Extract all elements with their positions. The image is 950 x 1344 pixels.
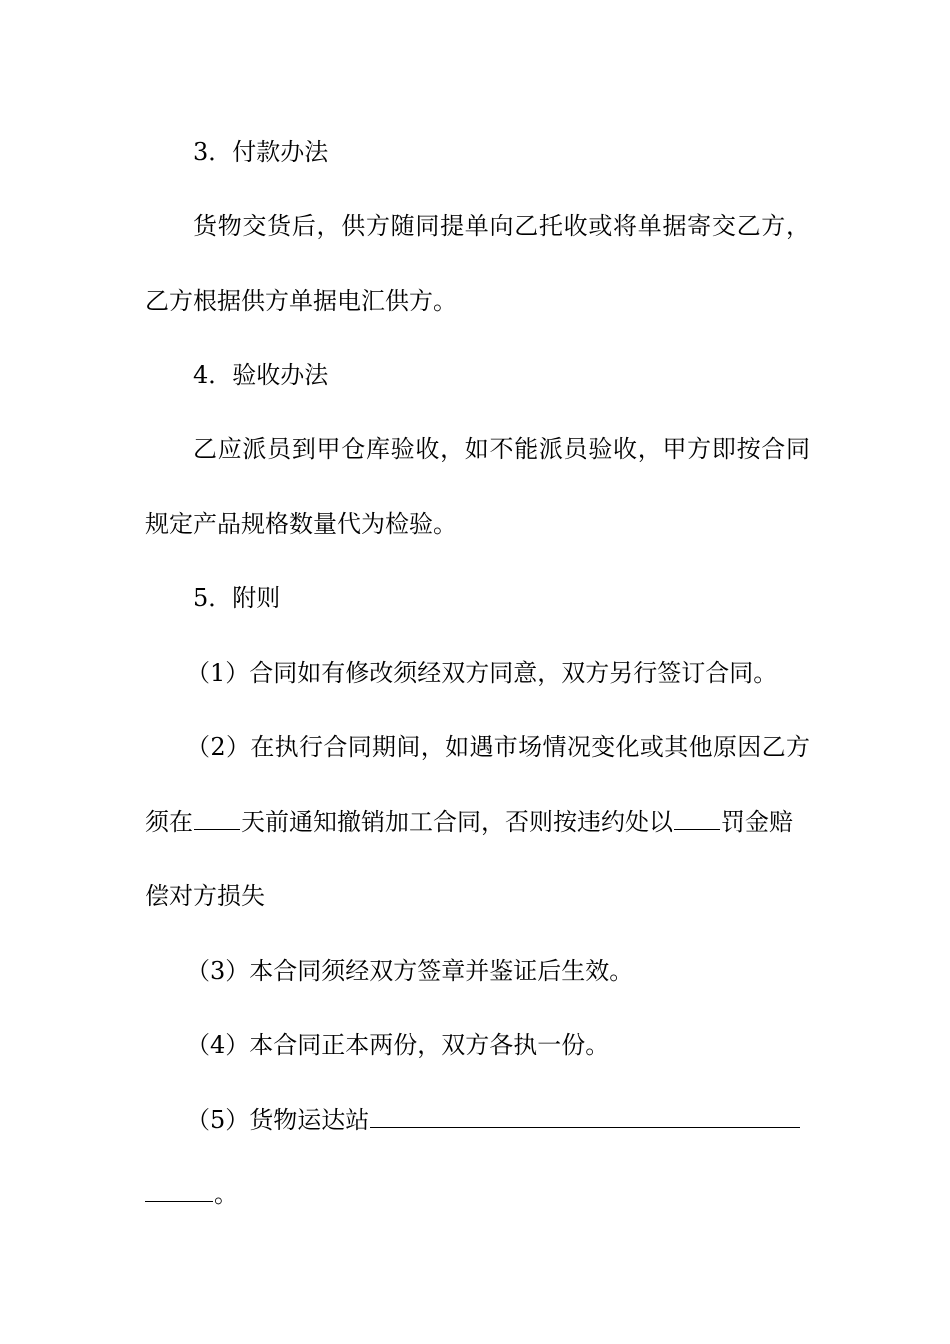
clause-5-line-1 [186,1100,810,1140]
clause-2-line-3: 偿对方损失 [145,882,265,910]
clause-2-line-1: （2）在执行合同期间，如遇市场情况变化或其他原因乙方 [186,733,810,761]
section-4-heading: 4．验收办法 [193,361,329,389]
clause-1: （1）合同如有修改须经双方同意，双方另行签订合同。 [186,659,778,687]
penalty-blank[interactable] [674,803,720,830]
clause-2-line-2 [145,802,810,842]
section-4-paragraph-line-1: 乙应派员到甲仓库验收，如不能派员验收，甲方即按合同 [193,435,810,463]
destination-station-blank-continued[interactable] [145,1175,213,1202]
destination-station-blank[interactable] [370,1101,800,1128]
section-3-heading: 3．付款办法 [193,138,329,166]
clause-5-label: （5）货物运达站 [186,1106,370,1134]
clause-5-end: 。 [214,1180,238,1208]
section-4-paragraph-line-2: 规定产品规格数量代为检验。 [145,510,457,538]
clause-3: （3）本合同须经双方签章并鉴证后生效。 [186,957,634,985]
section-5-heading: 5．附则 [193,584,281,612]
clause-2-text-a: 须在 [145,808,193,836]
section-3-paragraph-line-2: 乙方根据供方单据电汇供方。 [145,287,457,315]
section-3-paragraph-line-1: 货物交货后，供方随同提单向乙托收或将单据寄交乙方， [193,212,810,240]
clause-2-text-b: 天前通知撤销加工合同，否则按违约处以 [241,808,673,836]
clause-2-text-c: 罚金赔 [721,808,793,836]
days-blank[interactable] [194,803,240,830]
clause-5-line-2 [145,1174,810,1214]
clause-4: （4）本合同正本两份，双方各执一份。 [186,1031,610,1059]
